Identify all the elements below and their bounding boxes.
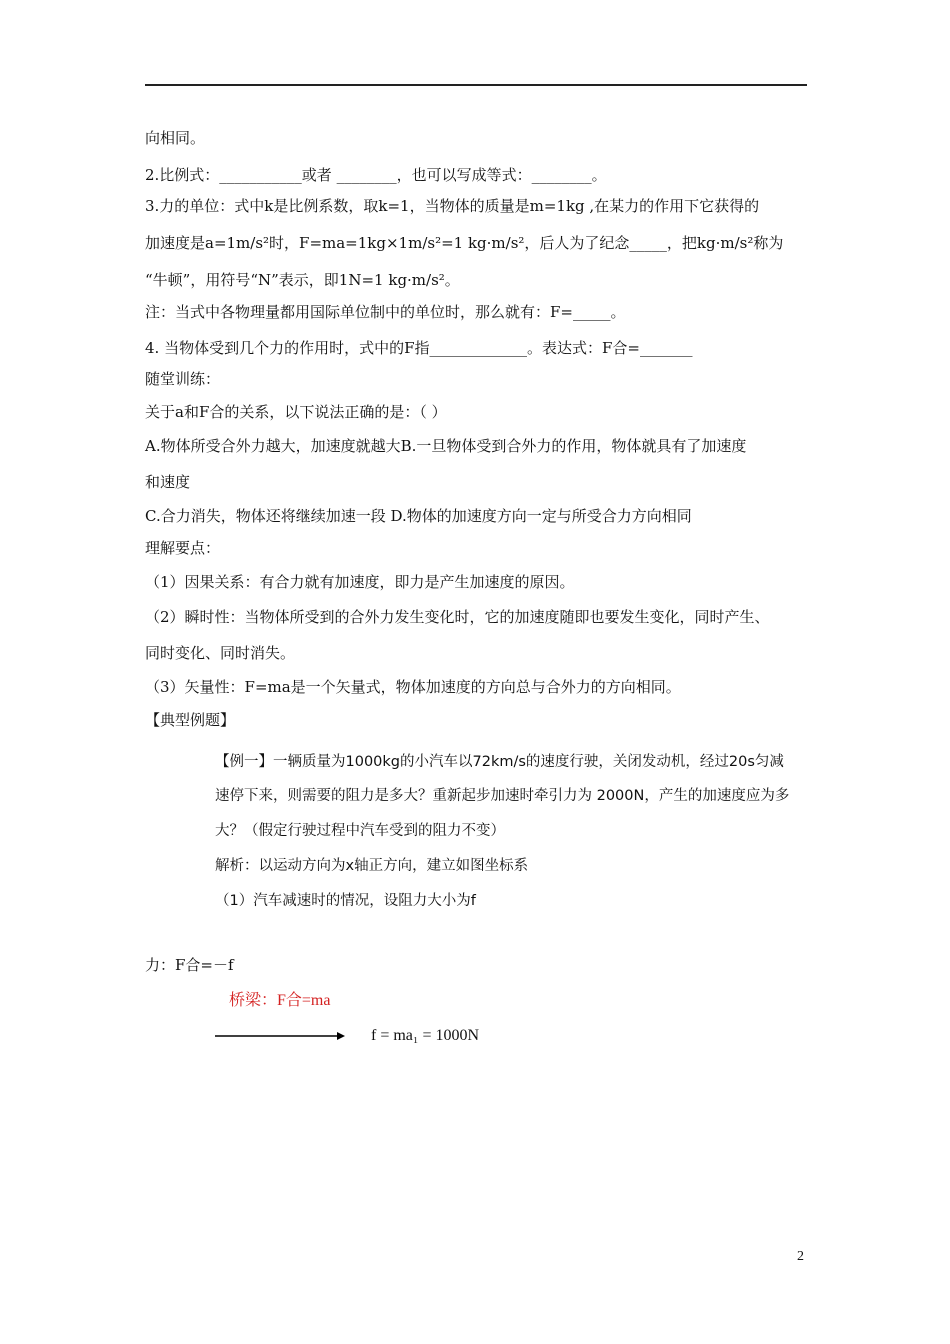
example-line-2: 速停下来，则需要的阻力是多大？重新起步加速时牵引力为 2000N，产生的加速度应为多 (215, 788, 790, 804)
line-4: 加速度是a=1m/s²时，F=ma=1kg×1m/s²=1 kg·m/s²，后人为了纪念_____，把kg·m/s²称为 (145, 234, 784, 252)
line-8: 随堂训练： (145, 370, 221, 388)
line-5: “牛顿”，用符号“N”表示，即1N=1 kg·m/s²。 (145, 271, 460, 289)
line-2: 2.比例式：___________或者 ________，也可以写成等式：________。 (145, 166, 607, 184)
line-1: 向相同。 (145, 129, 206, 147)
line-9: 关于a和F合的关系，以下说法正确的是：（ ） (145, 403, 447, 421)
line-6: 注：当式中各物理量都用国际单位制中的单位时，那么就有：F=_____。 (145, 303, 626, 321)
line-14: （1）因果关系：有合力就有加速度，即力是产生加速度的原因。 (145, 573, 575, 591)
line-15: （2）瞬时性：当物体所受到的合外力发生变化时，它的加速度随即也要发生变化，同时产生、 (145, 608, 770, 626)
example-line-1: 【例一】一辆质量为1000kg的小汽车以72km/s的速度行驶，关闭发动机，经过20s匀减 (215, 754, 784, 770)
example-step-1: （1）汽车减速时的情况，设阻力大小为f (215, 893, 476, 909)
header-rule (145, 84, 807, 86)
line-17: （3）矢量性：F=ma是一个矢量式，物体加速度的方向总与合外力的方向相同。 (145, 678, 681, 696)
line-16: 同时变化、同时消失。 (145, 644, 296, 662)
arrow-icon (215, 1031, 345, 1041)
example-analysis: 解析：以运动方向为x轴正方向，建立如图坐标系 (215, 858, 529, 874)
force-line: 力：F合=－f (145, 956, 234, 974)
line-3: 3.力的单位：式中k是比例系数，取k=1，当物体的质量是m=1kg ,在某力的作用下它获得的 (145, 197, 760, 215)
result-equation: f = ma₁ = 1000N (371, 1027, 480, 1044)
bridge-label: 桥梁：F合=ma (229, 992, 331, 1009)
line-11: 和速度 (145, 473, 191, 491)
line-12: C.合力消失，物体还将继续加速一段 D.物体的加速度方向一定与所受合力方向相同 (145, 507, 692, 525)
line-13: 理解要点： (145, 539, 221, 557)
page-number: 2 (797, 1249, 804, 1264)
example-line-3: 大？（假定行驶过程中汽车受到的阻力不变） (215, 823, 505, 839)
line-10: A.物体所受合外力越大，加速度就越大B.一旦物体受到合外力的作用，物体就具有了加速度 (145, 437, 747, 455)
section-heading: 【典型例题】 (145, 711, 236, 729)
line-7: 4. 当物体受到几个力的作用时，式中的F指_____________。表达式：F合=_______ (145, 339, 693, 357)
